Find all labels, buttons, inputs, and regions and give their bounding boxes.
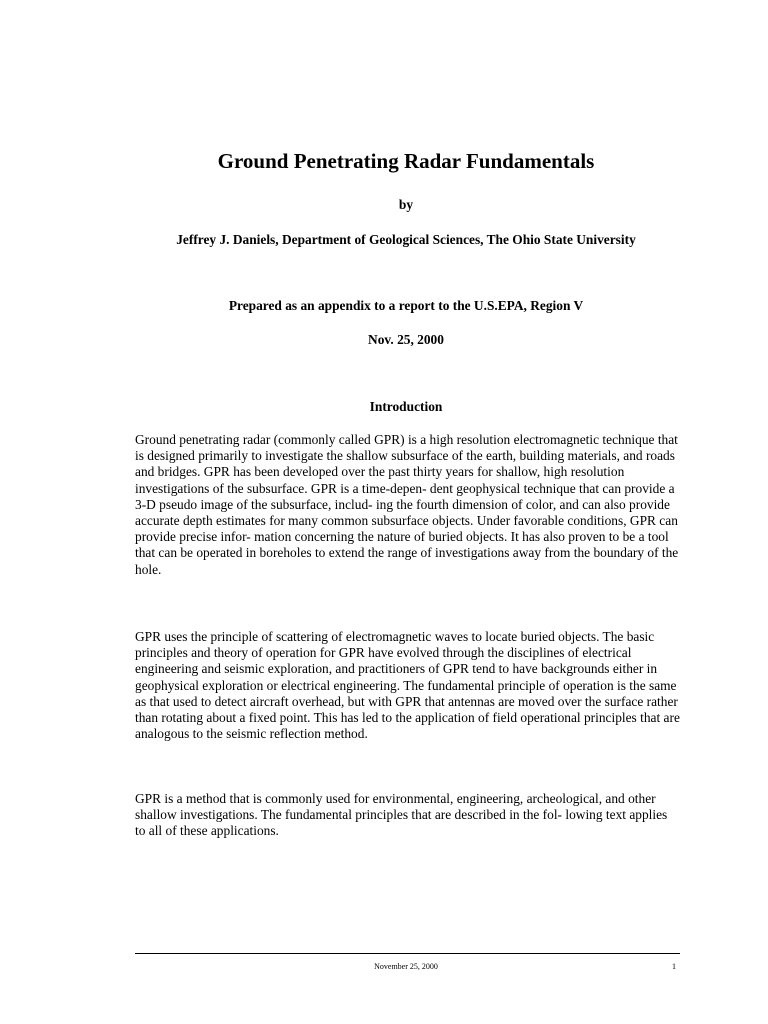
paragraph-2: GPR uses the principle of scattering of electromagnetic waves to locate buried objects. The basic principles and theory of operation for GPR have evolved through the disciplines of electrical engineering and seismic exploration, and practitioners of GPR tend to have backgrounds either in geophysical exploration or electrical engineering. The fundamental principle of operation is the same as that used to detect aircraft overhead, but with GPR that antennas are moved over the surface rather than rotating about a fixed point. This has led to the application of field operational principles that are analogous to the seismic reflection method. xyxy=(135,629,680,742)
document-date: Nov. 25, 2000 xyxy=(368,332,444,347)
document-title: Ground Penetrating Radar Fundamentals xyxy=(217,149,595,173)
author-line: Jeffrey J. Daniels, Department of Geological Sciences, The Ohio State University xyxy=(176,232,636,247)
prepared-note: Prepared as an appendix to a report to the U.S.EPA, Region V xyxy=(228,298,584,313)
paragraph-3: GPR is a method that is commonly used for environmental, engineering, archeological, and other shallow investigations. The fundamental principles that are described in the fol- lowing text applies to all of these applications. xyxy=(135,791,668,839)
footer-date: November 25, 2000 xyxy=(374,962,438,971)
section-heading-introduction: Introduction xyxy=(369,399,443,414)
paragraph-1: Ground penetrating radar (commonly called GPR) is a high resolution electromagnetic technique that is designed primarily to investigate the shallow subsurface of the earth, building materials, and roads and bridges. GPR has been developed over the past thirty years for shallow, high resolution investigations of the subsurface. GPR is a time-depen- dent geophysical technique that can provide a 3-D pseudo image of the subsurface, includ- ing the fourth dimension of color, and can also provide accurate depth estimates for many common subsurface objects. Under favorable conditions, GPR can provide precise infor- mation concerning the nature of buried objects. It has also proven to be a tool that can be operated in boreholes to extend the range of investigations away from the boundary of the hole. xyxy=(135,432,679,577)
footer-page-number: 1 xyxy=(672,962,676,971)
footer-divider xyxy=(135,953,680,954)
byline-by: by xyxy=(398,197,414,212)
